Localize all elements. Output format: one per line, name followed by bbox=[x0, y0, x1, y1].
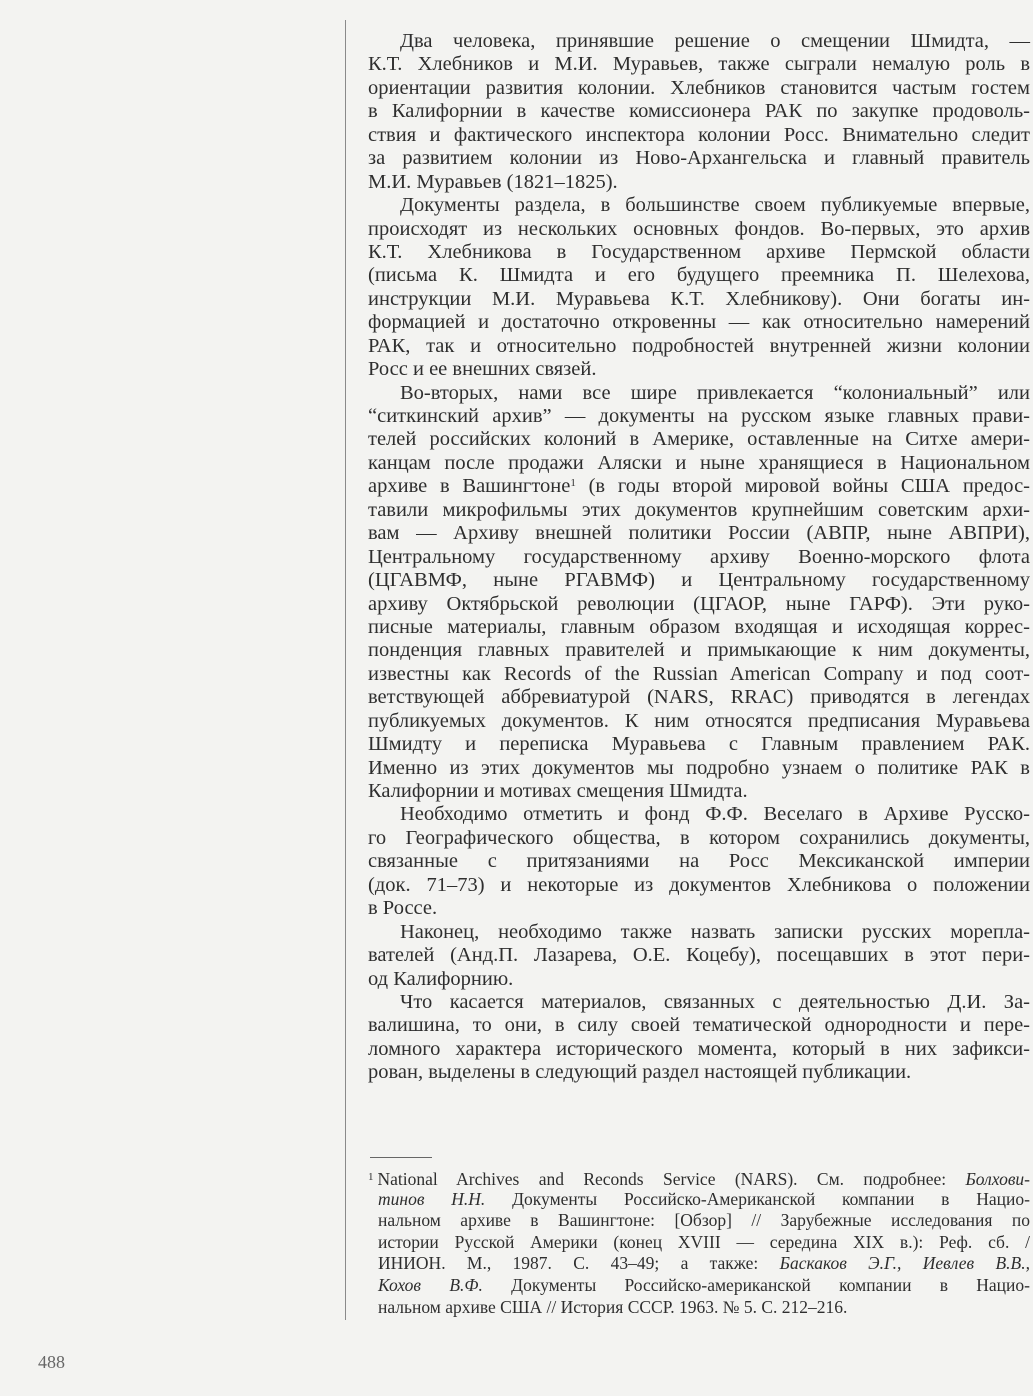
text-line: инструкции М.И. Муравьева К.Т. Хлебникову). Они богаты ин- bbox=[368, 287, 1030, 310]
footnote bbox=[368, 1167, 1030, 1318]
text-line: Два человека, принявшие решение о смещении Шмидта, — bbox=[400, 30, 1030, 52]
text-line: го Географического общества, в котором сохранились документы, bbox=[368, 826, 1030, 849]
text-segment: архиве в Вашингтоне bbox=[368, 475, 571, 498]
text-line: формацией и достаточно откровенны — как относительно намерений bbox=[368, 311, 1030, 334]
footnote-line bbox=[368, 1210, 1030, 1232]
footnote-line bbox=[368, 1232, 1030, 1254]
text-line: (док. 71–73) и некоторые из документов Хлебникова о положении bbox=[368, 873, 1030, 896]
text-line: известны как Records of the Russian American Company и под соот- bbox=[368, 662, 1030, 685]
text-line: связанные с притязаниями на Росс Мексиканской империи bbox=[368, 850, 1030, 873]
text-line: Необходимо отметить и фонд Ф.Ф. Веселаго в Архиве Русско- bbox=[400, 803, 1030, 826]
text-line: в Калифорнии в качестве комиссионера РАК по закупке продоволь- bbox=[368, 100, 1030, 123]
text-line: Калифорнии и мотивах смещения Шмидта. bbox=[368, 780, 748, 802]
text-line: валишина, то они, в силу своей тематической однородности и пере- bbox=[368, 1014, 1030, 1037]
text-line: (ЦГАВМФ, ныне РГАВМФ) и Центральному государственному bbox=[368, 569, 1030, 592]
paragraph bbox=[368, 194, 1030, 382]
text-line: рован, выделены в следующий раздел настоящей публикации. bbox=[368, 1061, 912, 1084]
text-segment: (в годы второй мировой войны США предос- bbox=[575, 475, 1030, 498]
text-segment: Документы Российско-американской компании в Нацио- bbox=[482, 1274, 1030, 1295]
text-line: тавили микрофильмы этих документов крупнейшим советским архи- bbox=[368, 498, 1030, 521]
text-segment: нальном архиве в Вашингтоне: [Обзор] // Зарубежные исследования по bbox=[378, 1210, 1030, 1231]
body-text bbox=[368, 30, 1030, 1085]
footnote-line bbox=[368, 1167, 1030, 1189]
text-line: Документы раздела, в большинстве своем публикуемые впервые, bbox=[400, 194, 1030, 217]
text-line: вам — Архиву внешней политики России (АВПР, ныне АВПРИ), bbox=[368, 522, 1030, 545]
paragraph bbox=[368, 921, 1030, 991]
text-line: ветствующей аббревиатурой (NARS, RRAC) приводятся в легендах bbox=[368, 686, 1030, 709]
footnote-line bbox=[368, 1253, 1030, 1275]
text-line: РАК, так и относительно подробностей внутренней жизни колонии bbox=[368, 334, 1030, 357]
text-line: Именно из этих документов мы подробно узнаем о политике РАК в bbox=[368, 756, 1030, 779]
text-line: канцам после продажи Аляски и ныне хранящиеся в Национальном bbox=[368, 451, 1030, 474]
text-line: Во-вторых, нами все шире привлекается “колониальный” или bbox=[400, 381, 1030, 404]
text-line: К.Т. Хлебникова в Государственном архиве Пермской области bbox=[368, 240, 1030, 263]
text-line: М.И. Муравьев (1821–1825). bbox=[368, 170, 618, 193]
text-line: ствия и фактического инспектора колонии Росс. Внимательно следит bbox=[368, 123, 1030, 146]
text-line: (письма К. Шмидта и его будущего преемника П. Шелехова, bbox=[368, 264, 1030, 287]
margin-rule bbox=[345, 20, 346, 1320]
text-line: вателей (Анд.П. Лазарева, О.Е. Коцебу), посещавших в этот пери- bbox=[368, 944, 1030, 967]
text-segment: Документы Российско-Американской компании в Нацио- bbox=[485, 1188, 1030, 1209]
footnote-mark: 1 bbox=[368, 1171, 374, 1183]
text-segment: Баскаков Э.Г., Иевлев В.В., bbox=[779, 1253, 1030, 1274]
footnote-line bbox=[368, 1297, 1030, 1319]
text-segment: National Archives and Reconds Service (NARS). См. подробнее: bbox=[377, 1169, 966, 1189]
text-line: Центральному государственному архиву Военно-морского флота bbox=[368, 545, 1030, 568]
paragraph bbox=[368, 991, 1030, 1085]
text-line: Росс и ее внешних связей. bbox=[368, 358, 597, 381]
footnote-reference: 1 bbox=[570, 477, 576, 490]
text-line: К.Т. Хлебников и М.И. Муравьев, также сыграли немалую роль в bbox=[368, 53, 1030, 76]
text-line: в Россе. bbox=[368, 897, 438, 920]
text-line: Наконец, необходимо также назвать записки русских морепла- bbox=[400, 920, 1030, 943]
text-line: ломного характера исторического момента, который в них зафикси- bbox=[368, 1037, 1030, 1060]
text-segment: ИНИОН. М., 1987. С. 43–49; а также: bbox=[378, 1253, 780, 1274]
text-line: Что касается материалов, связанных с деятельностью Д.И. За- bbox=[400, 990, 1030, 1013]
text-segment: тинов Н.Н. bbox=[378, 1188, 486, 1209]
text-segment: нальном архиве США // История СССР. 1963. № 5. С. 212–216. bbox=[378, 1296, 848, 1317]
footnote-line bbox=[368, 1189, 1030, 1211]
text-line: од Калифорнию. bbox=[368, 967, 514, 990]
text-line: ориентации развития колонии. Хлебников становится частым гостем bbox=[368, 76, 1030, 99]
page-number: 488 bbox=[38, 1352, 65, 1372]
text-segment: Кохов В.Ф. bbox=[378, 1274, 483, 1295]
text-line: “ситкинский архив” — документы на русском языке главных прави- bbox=[368, 405, 1030, 427]
text-segment: Болхови- bbox=[965, 1169, 1030, 1189]
text-line: понденция главных правителей и примыкающие к ним документы, bbox=[368, 639, 1030, 662]
paragraph bbox=[368, 803, 1030, 920]
paragraph bbox=[368, 382, 1030, 804]
text-line: Шмидту и переписка Муравьева с Главным правлением РАК. bbox=[368, 733, 1030, 756]
paragraph bbox=[368, 30, 1030, 194]
footnote-line bbox=[368, 1275, 1030, 1297]
text-line: архиву Октябрьской революции (ЦГАОР, ныне ГАРФ). Эти руко- bbox=[368, 592, 1030, 615]
text-line: происходят из нескольких основных фондов. Во-первых, это архив bbox=[368, 217, 1030, 240]
footnote-separator bbox=[370, 1157, 432, 1158]
text-line: телей российских колоний в Америке, оставленные на Ситхе амери- bbox=[368, 428, 1030, 451]
text-line: за развитием колонии из Ново-Архангельска и главный правитель bbox=[368, 147, 1030, 170]
text-line bbox=[368, 475, 1030, 498]
text-line: писные материалы, главным образом входящая и исходящая коррес- bbox=[368, 615, 1030, 638]
text-segment: истории Русской Америки (конец XVIII — середина XIX в.): Реф. сб. / bbox=[378, 1231, 1030, 1252]
text-line: публикуемых документов. К ним относятся предписания Муравьева bbox=[368, 709, 1030, 732]
